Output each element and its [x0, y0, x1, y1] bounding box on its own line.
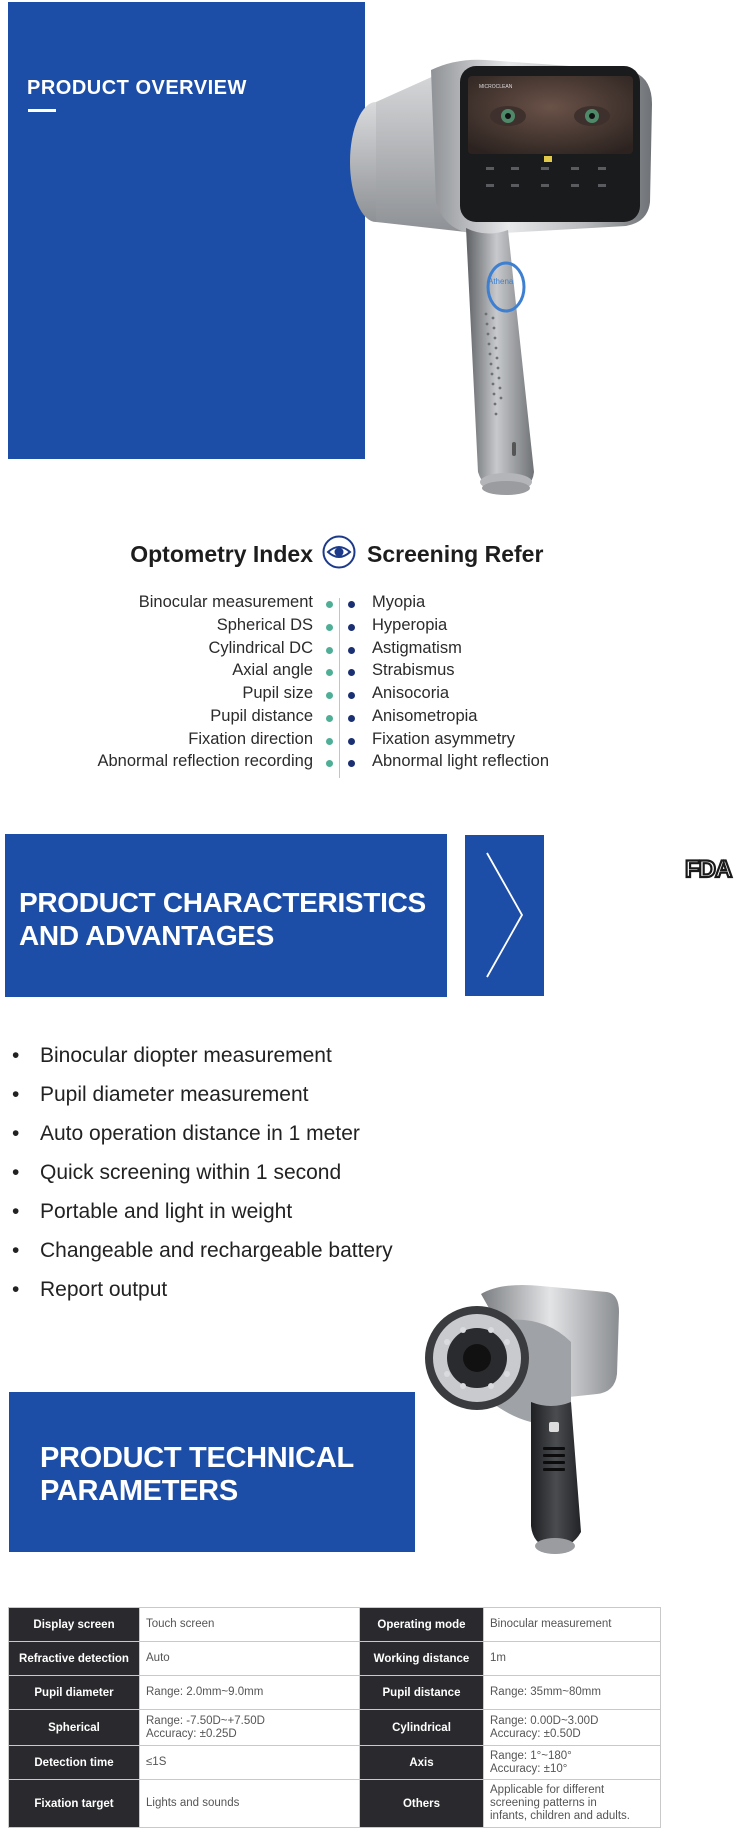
param-key: Fixation target: [9, 1780, 140, 1828]
bullet-icon: •: [12, 1161, 20, 1184]
param-value: Applicable for different screening patterns in infants, children and adults.: [484, 1780, 661, 1828]
teal-bullet-icon: [326, 715, 333, 722]
feature-item: • Changeable and rechargeable battery: [12, 1239, 393, 1262]
table-row: [9, 1608, 661, 1642]
optometry-item: Spherical DS: [216, 616, 313, 634]
param-key: Cylindrical: [360, 1710, 484, 1746]
param-value: Range: 1°~180° Accuracy: ±10°: [484, 1746, 661, 1780]
overview-title: PRODUCT OVERVIEW: [27, 77, 247, 99]
param-value: Binocular measurement: [484, 1608, 661, 1642]
param-key: Pupil distance: [360, 1676, 484, 1710]
bullet-icon: •: [12, 1044, 20, 1067]
table-row: [9, 1710, 661, 1746]
optometry-item: Axial angle: [232, 661, 313, 679]
device-image-front: [336, 52, 658, 512]
param-key: Refractive detection: [9, 1642, 140, 1676]
param-key: Spherical: [9, 1710, 140, 1746]
navy-bullet-icon: [348, 715, 355, 722]
fda-logo: [684, 855, 746, 883]
param-value: Lights and sounds: [140, 1780, 360, 1828]
feature-item: • Quick screening within 1 second: [12, 1161, 342, 1184]
bullet-icon: •: [12, 1200, 20, 1223]
optometry-item: Pupil distance: [210, 707, 313, 725]
device-screen-brand: MICROCLEAN: [479, 84, 513, 90]
screening-item: Abnormal light reflection: [372, 752, 550, 770]
param-key: Display screen: [9, 1608, 140, 1642]
param-key: Operating mode: [360, 1608, 484, 1642]
teal-bullet-icon: [326, 601, 333, 608]
characteristics-title: PRODUCT CHARACTERISTICS AND ADVANTAGES: [19, 887, 426, 951]
navy-bullet-icon: [348, 624, 355, 631]
optometry-item: Fixation direction: [188, 730, 313, 748]
teal-bullet-icon: [326, 624, 333, 631]
feature-item: • Portable and light in weight: [12, 1200, 293, 1223]
screening-item: Anisocoria: [372, 684, 450, 702]
eye-icon: [322, 535, 356, 569]
table-row: [9, 1676, 661, 1710]
param-value: Touch screen: [140, 1608, 360, 1642]
bullet-icon: •: [12, 1122, 20, 1145]
teal-bullet-icon: [326, 738, 333, 745]
teal-bullet-icon: [326, 760, 333, 767]
screening-refer-heading: Screening Refer: [367, 541, 544, 567]
device-badge: Athena: [488, 277, 514, 286]
screening-item: Strabismus: [372, 661, 455, 679]
param-value: Range: 0.00D~3.00D Accuracy: ±0.50D: [484, 1710, 661, 1746]
navy-bullet-icon: [348, 738, 355, 745]
parameters-table: [8, 1607, 661, 1828]
param-key: Axis: [360, 1746, 484, 1780]
screening-item: Anisometropia: [372, 707, 478, 725]
parameters-title: PRODUCT TECHNICAL PARAMETERS: [40, 1442, 354, 1507]
chevron-panel: [465, 835, 544, 996]
table-row: [9, 1780, 661, 1828]
optometry-item: Abnormal reflection recording: [97, 752, 313, 770]
navy-bullet-icon: [348, 760, 355, 767]
table-row: [9, 1642, 661, 1676]
screening-item: Myopia: [372, 593, 426, 611]
param-value: Range: 35mm~80mm: [484, 1676, 661, 1710]
svg-text:FDA: FDA: [685, 856, 732, 883]
param-value: Range: 2.0mm~9.0mm: [140, 1676, 360, 1710]
optometry-item: Binocular measurement: [138, 593, 313, 611]
feature-item: • Auto operation distance in 1 meter: [12, 1122, 360, 1145]
screening-item: Hyperopia: [372, 616, 448, 634]
feature-item: • Report output: [12, 1278, 168, 1301]
param-key: Others: [360, 1780, 484, 1828]
param-key: Detection time: [9, 1746, 140, 1780]
teal-bullet-icon: [326, 692, 333, 699]
navy-bullet-icon: [348, 647, 355, 654]
teal-bullet-icon: [326, 669, 333, 676]
feature-item: • Binocular diopter measurement: [12, 1044, 332, 1067]
optometry-index-heading: Optometry Index: [130, 541, 313, 567]
navy-bullet-icon: [348, 669, 355, 676]
optometry-item: Cylindrical DC: [208, 639, 313, 657]
param-value: Range: -7.50D~+7.50D Accuracy: ±0.25D: [140, 1710, 360, 1746]
teal-bullet-icon: [326, 647, 333, 654]
navy-bullet-icon: [348, 601, 355, 608]
param-value: Auto: [140, 1642, 360, 1676]
param-key: Pupil diameter: [9, 1676, 140, 1710]
table-row: [9, 1746, 661, 1780]
screening-item: Astigmatism: [372, 639, 462, 657]
param-value: 1m: [484, 1642, 661, 1676]
index-divider: [339, 598, 340, 778]
param-value: ≤1S: [140, 1746, 360, 1780]
chevron-right-icon: [465, 835, 544, 996]
feature-item: • Pupil diameter measurement: [12, 1083, 309, 1106]
bullet-icon: •: [12, 1083, 20, 1106]
device-image-back: [421, 1282, 621, 1558]
overview-panel: [8, 2, 365, 459]
navy-bullet-icon: [348, 692, 355, 699]
param-key: Working distance: [360, 1642, 484, 1676]
overview-title-underline: [28, 109, 56, 112]
screening-item: Fixation asymmetry: [372, 730, 516, 748]
bullet-icon: •: [12, 1278, 20, 1301]
optometry-item: Pupil size: [242, 684, 313, 702]
bullet-icon: •: [12, 1239, 20, 1262]
